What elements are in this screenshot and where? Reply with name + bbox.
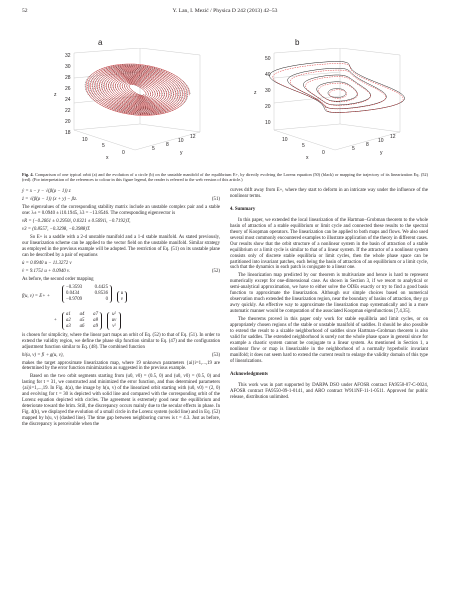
lorenz-loop-curve	[317, 82, 357, 102]
linearized-loop-curve	[290, 70, 385, 109]
b-x-tick: 0	[322, 150, 325, 156]
a-z-tick: 32	[65, 53, 71, 59]
b-y-tick: 5	[352, 146, 355, 152]
a-y-tick: 8	[166, 142, 169, 148]
panel-b-plot	[240, 48, 420, 163]
equation-51a: ẏ = x − y − √(β(ρ − 1)) z	[22, 189, 71, 194]
section-heading-summary: 4. Summary	[230, 206, 256, 212]
caption-label: Fig. 4.	[22, 172, 34, 177]
a-z-tick: 28	[65, 75, 71, 81]
paragraph: The eigenvalues of the corresponding stability matrix include an unstable complex pair and a stable one: λ± = 0.0940 ± i10.1945, λ3 = −13.8546. The corresponding eigenvector is	[22, 205, 220, 216]
equation-52b: v̇ = 9.1751 u + 0.0940 v. (52)	[22, 268, 220, 274]
b-y-tick: 8	[366, 142, 369, 148]
a-y-label: y	[180, 150, 183, 156]
a-z-label: z	[54, 92, 57, 98]
paragraph: So E+ is a saddle with a 2-d unstable manifold and a 1-d stable manifold. As stated previously, our linearization scheme can be applied to the vector field on the unstable manifold. Similar strategy as employed in the previous example will be adopted. The restriction of Eq. (51) on its unstable plane can be described by a pair of equations	[22, 234, 220, 258]
paragraph: makes the target approximate linearization map, where 19 unknown parameters {ai}i=1,...,19 are determined by the error function minimization as suggested in the previous example.	[22, 360, 220, 372]
b-z-tick: 40	[265, 72, 271, 78]
a-z-tick: 26	[65, 86, 71, 92]
b-z-tick: 30	[265, 88, 271, 94]
panel-b-label: b	[295, 38, 300, 47]
journal-running-head: Y. Lan, I. Mezić / Physica D 242 (2013) 42–53	[172, 8, 278, 14]
mapping-quadratic-term: + a1 a4 a7 a2 a5 a8 a3 a6 a9 u² uv v²	[22, 312, 220, 332]
equation-number: (52)	[211, 268, 220, 274]
b-x-tick: 10	[282, 137, 288, 143]
linear-matrix: −0.3593 0.4425 0.0434 0.8536 −0.9709 0	[62, 285, 112, 303]
mapping-equation	[22, 285, 220, 311]
b-y-label: y	[380, 150, 383, 156]
b-z-label: z	[254, 90, 257, 96]
a-z-tick: 30	[65, 64, 71, 70]
a-x-label: x	[106, 155, 109, 161]
equation-51b: ż = √(β(ρ − 1)) (x + y) − βz. (51)	[22, 197, 220, 202]
equation-number: (53)	[211, 352, 220, 358]
section-heading-acknowledgments: Acknowledgments	[230, 371, 268, 377]
a-x-tick: 10	[82, 137, 88, 143]
b-z-tick: 50	[265, 56, 271, 62]
a-y-tick: 12	[190, 134, 196, 140]
quadratic-vector: u² uv v²	[107, 312, 121, 330]
paragraph: The theorems proved in this paper only work for stable equilibria and limit cycles, or on appropriately chosen regions of the stable or unstable manifold of saddles. It should be also possible to extend the result to a sizable neighborhood of saddles since Hartman–Grobman theorem is also valid for saddles. The extended neighborhood is surely not the whole phase space in general since for example a chaotic system cannot be conjugate to a linear system. As mentioned in Section 1, a nonlinear flow or map is linearizable in the neighborhood of a normally hyperbolic invariant manifold; it does not seem hard to extend the current result to enlarge the validity domain of this type of linearizations.	[230, 317, 428, 364]
page-header	[22, 8, 428, 18]
paragraph: As before, the second order mapping	[22, 276, 94, 282]
a-x-tick: 0	[122, 150, 125, 156]
equation-53: hi(u, v) = fi ∘ g(u, v), (53)	[22, 352, 220, 358]
paragraph: The linearization map predicted by our theorem is multivariate and hence is hard to represent numerically except for one-dimensional case. As shown in Section 3, if we resort to analytical or semi-analytical approximation, we have to either solve the ODEs exactly or try to find a good basis function to approximate the linearization. Although our simple choices based on numerical observation much extended the linearization region, near the boundary of basins of attraction, they go awry quickly. An effective way to approximate the linearization map systematically and in a more automatic manner would be computation of the associated Koopman eigenfunctions [7,4,35].	[230, 273, 428, 315]
paragraph: is chosen for simplicity, where the linear part maps an orbit of Eq. (52) to that of Eq. (51). In order to extend the validity region, we define the phase slip function similar to Eq. (47) and the configuration adjustment function similar to Eq. (48). The combined function	[22, 332, 220, 350]
page-number: 52	[22, 8, 28, 14]
a-y-tick: 10	[178, 138, 184, 144]
equation-52a: u̇ = 0.0940 u − 11.3272 v	[22, 260, 72, 266]
eigenvector-1: vR = (−0.2661 ± 0.2950i, 0.0321 ± 0.5691i, −0.7192)T,	[22, 218, 131, 224]
paragraph: This work was in part supported by DARPA DSO under AFOSR contract FA9550-07-C-0024, AFOSR contract FA9550-09-1-0141, and ARO contract W911NF-11-1-0511. Approved for public release, distribution unlimited.	[230, 382, 428, 400]
b-x-label: x	[306, 155, 309, 161]
equation-number: (51)	[211, 197, 220, 202]
linearized-loop-curve	[329, 90, 346, 99]
a-z-tick: 18	[65, 130, 71, 136]
mapping-lhs: f(u, v) = E+ +	[22, 293, 50, 299]
coefficient-matrix: a1 a4 a7 a2 a5 a8 a3 a6 a9	[62, 312, 102, 330]
uv-vector: u v	[117, 291, 127, 303]
caption-text: Comparison of one typical orbit (a) and the evolution of a circle (b) on the unstable manifold of the equilibrium E+, by directly evolving the Lorenz equation (50) (black) or mapping the trajectory of its linearization Eq. (52) (red). (For interpretation of the references to colour in this figure legend, the reader is referred to the web version of this article.)	[22, 172, 429, 183]
panel-a-label: a	[98, 38, 103, 47]
paragraph: In this paper, we extended the local linearization of the Hartman–Grobman theorem to the whole basin of attraction of a stable equilibrium or limit cycle and connected these results to the spectral theory of Koopman operators. The linearization can be applied to both maps and flows. We also used several most commonly encountered examples to illustrate application of the theory in different cases. Our results show that the orbit structure of a nonlinear system in the basin of attraction of a stable equilibrium or a limit cycle is similar to that of a linear system. If the attractor of a nonlinear system consists only of discrete stable equilibria or limit cycles, then the whole phase space can be partitioned into invariant patches, each being the basin of attraction of an equilibrium or a limit cycle, such that the dynamics in each patch is conjugate to a linear one.	[230, 217, 428, 271]
a-z-tick: 24	[65, 97, 71, 103]
a-y-tick: 5	[152, 146, 155, 152]
left-column	[22, 188, 220, 430]
paragraph: Based on the two orbit segments starting from (u0, v0) = (0.5, 0) and (u0, v0) = (0.5, 0) and lasting for t = 31, we constructed and minimized the error function, and thus determined parameters {ai}i=1,...,19. In Fig. 4(a), the image by h(u, v) of the linearized orbit starting with (u0, v0) = (2, 0) and evolving for t = 30 is depicted with solid line and compared with the corresponding orbit of the Lorenz equation depicted with circles. The agreement is extremely good near the equilibrium and deteriorate toward the brim. Still, the discrepancy occurs mainly due to the secular effects in phase. In Fig. 4(b), we displayed the evolution of a small circle in the Lorenz system (solid line) and in Eq. (52) mapped by h(u, v) (dashed line). The time gap between neighboring curves is t = 4.3. Just as before, the discrepancy is perceivable when the	[22, 374, 221, 428]
eigenvector-2: v3 = (0.8557, −0.3298, −0.3988)T.	[22, 226, 91, 232]
panel-a-plot	[40, 48, 220, 163]
right-column	[230, 188, 428, 403]
b-y-tick: 12	[390, 134, 396, 140]
figure-caption	[22, 172, 428, 183]
b-y-tick: 10	[378, 138, 384, 144]
b-z-tick: 20	[265, 104, 271, 110]
paragraph: curves drift away from E+, where they start to deform in an intricate way under the influence of the nonlinear terms.	[230, 188, 428, 199]
a-x-tick: 5	[102, 143, 105, 149]
figure-4	[40, 40, 420, 165]
b-z-tick: 10	[265, 120, 271, 126]
a-z-tick: 22	[65, 108, 71, 114]
b-x-tick: 5	[302, 143, 305, 149]
a-z-tick: 20	[65, 119, 71, 125]
